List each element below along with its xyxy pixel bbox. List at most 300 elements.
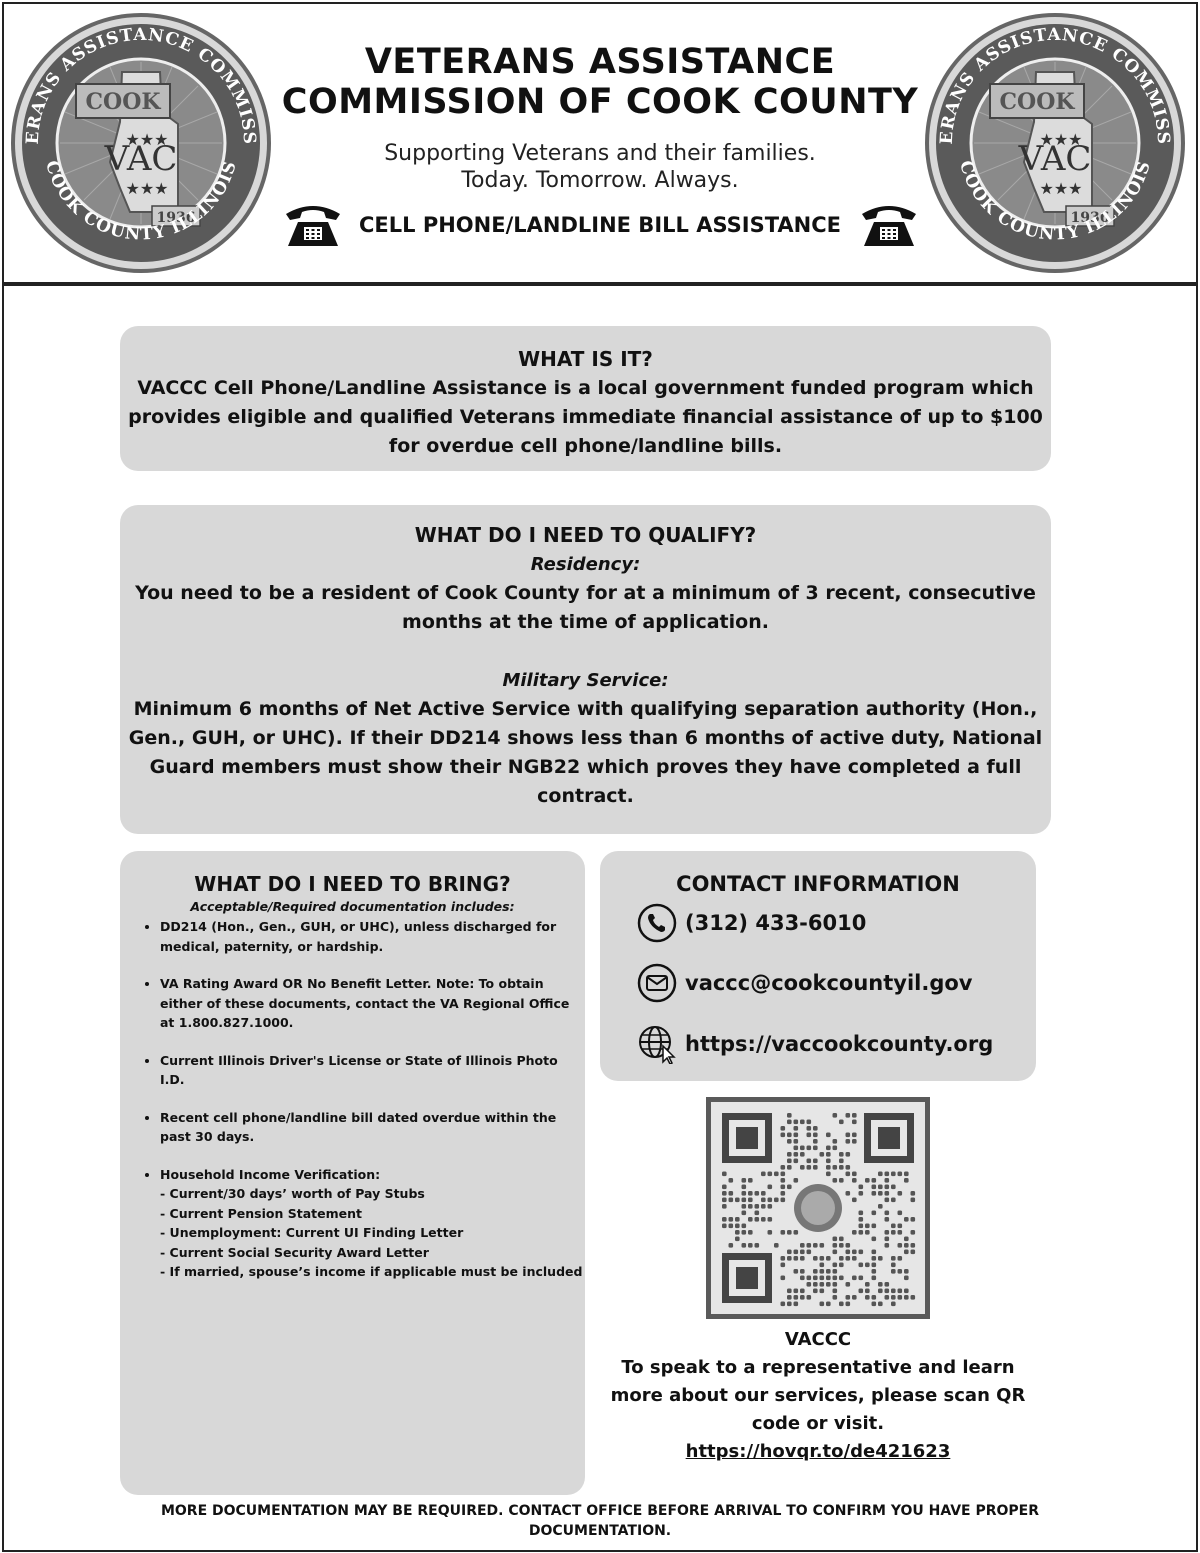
- contact-section: [600, 851, 1036, 1081]
- qr-module: [774, 1243, 779, 1248]
- list-item-income: [160, 1165, 585, 1282]
- qr-module: [885, 1191, 890, 1196]
- qr-caption: [600, 1326, 1036, 1466]
- qr-module: [807, 1243, 812, 1248]
- qr-module: [794, 1178, 799, 1183]
- qr-module: [800, 1152, 805, 1157]
- residency-label: Residency:: [530, 554, 641, 575]
- qr-module: [781, 1230, 786, 1235]
- qr-module: [859, 1211, 864, 1216]
- qr-module: [833, 1282, 838, 1287]
- qr-module: [891, 1224, 896, 1229]
- qr-module: [761, 1217, 766, 1222]
- qr-module: [761, 1191, 766, 1196]
- qr-module: [807, 1250, 812, 1255]
- qr-module: [781, 1276, 786, 1281]
- qr-module: [807, 1165, 812, 1170]
- qr-module: [833, 1146, 838, 1151]
- qr-module: [904, 1269, 909, 1274]
- qr-module: [800, 1256, 805, 1261]
- qr-module: [885, 1178, 890, 1183]
- title-line-2: COMMISSION OF COOK COUNTY: [281, 82, 919, 122]
- qr-module: [794, 1269, 799, 1274]
- qr-module: [820, 1243, 825, 1248]
- qr-module: [872, 1250, 877, 1255]
- qr-module: [878, 1302, 883, 1307]
- qr-module: [859, 1185, 864, 1190]
- income-subitem: - Unemployment: Current UI Finding Letter: [160, 1225, 464, 1240]
- qr-module: [807, 1295, 812, 1300]
- qr-module: [872, 1302, 877, 1307]
- qr-module: [800, 1276, 805, 1281]
- contact-website[interactable]: https://vaccookcounty.org: [685, 1032, 994, 1056]
- qr-module: [839, 1120, 844, 1125]
- tagline-line-1: Supporting Veterans and their families.: [384, 141, 816, 166]
- qr-module: [787, 1139, 792, 1144]
- qr-module: [813, 1276, 818, 1281]
- qr-module: [852, 1198, 857, 1203]
- qr-module: [748, 1217, 753, 1222]
- qr-module: [891, 1198, 896, 1203]
- qr-module: [839, 1159, 844, 1164]
- qr-module: [768, 1204, 773, 1209]
- qr-module: [742, 1224, 747, 1229]
- qr-module: [794, 1230, 799, 1235]
- qr-module: [742, 1243, 747, 1248]
- qr-module: [859, 1217, 864, 1222]
- contact-website-row[interactable]: [637, 1024, 993, 1064]
- qr-module: [729, 1224, 734, 1229]
- qr-module: [742, 1204, 747, 1209]
- qr-module: [904, 1178, 909, 1183]
- qr-module: [735, 1198, 740, 1203]
- qr-module: [885, 1289, 890, 1294]
- qr-module: [859, 1263, 864, 1268]
- qr-module: [722, 1198, 727, 1203]
- qr-module: [839, 1165, 844, 1170]
- contact-email-row[interactable]: [637, 963, 973, 1003]
- qr-module: [787, 1302, 792, 1307]
- qr-module: [872, 1191, 877, 1196]
- qr-module: [729, 1178, 734, 1183]
- qr-module: [885, 1211, 890, 1216]
- qr-module: [729, 1191, 734, 1196]
- qr-module: [748, 1178, 753, 1183]
- qr-module: [898, 1256, 903, 1261]
- qr-module: [852, 1172, 857, 1177]
- qr-module: [787, 1230, 792, 1235]
- qr-module: [768, 1172, 773, 1177]
- qr-module: [826, 1276, 831, 1281]
- qr-module: [794, 1146, 799, 1151]
- qr-finder-bottom-left: [722, 1253, 772, 1303]
- qr-module: [898, 1172, 903, 1177]
- qr-module: [898, 1191, 903, 1196]
- title-line-1: VETERANS ASSISTANCE: [364, 42, 836, 82]
- qr-module: [833, 1237, 838, 1242]
- qr-module: [872, 1276, 877, 1281]
- bring-section: [120, 851, 585, 1495]
- qr-module: [865, 1282, 870, 1287]
- qr-module: [794, 1256, 799, 1261]
- qr-module: [748, 1204, 753, 1209]
- qr-module: [878, 1289, 883, 1294]
- qr-module: [846, 1165, 851, 1170]
- qr-module: [904, 1237, 909, 1242]
- qr-module: [768, 1230, 773, 1235]
- qr-module: [872, 1185, 877, 1190]
- qr-module: [911, 1198, 916, 1203]
- qr-module: [794, 1159, 799, 1164]
- qr-module: [813, 1256, 818, 1261]
- residency-text: You need to be a resident of Cook County for at a minimum of 3 recent, consecutive months at the time of application.: [135, 582, 1036, 633]
- qr-module: [787, 1256, 792, 1261]
- qr-module: [729, 1243, 734, 1248]
- qr-module: [787, 1152, 792, 1157]
- phone-icon: [637, 903, 677, 943]
- list-item: • Recent cell phone/landline bill dated overdue within the past 30 days.: [160, 1108, 585, 1147]
- contact-heading: CONTACT INFORMATION: [676, 872, 960, 896]
- qr-module: [748, 1198, 753, 1203]
- qr-module: [742, 1198, 747, 1203]
- qr-module: [755, 1217, 760, 1222]
- qr-module: [872, 1269, 877, 1274]
- qr-module: [781, 1198, 786, 1203]
- qr-module: [898, 1269, 903, 1274]
- qr-module: [904, 1276, 909, 1281]
- qr-module: [781, 1178, 786, 1183]
- qr-module: [891, 1230, 896, 1235]
- income-subitem: - Current Social Security Award Letter: [160, 1244, 429, 1260]
- qr-module: [865, 1263, 870, 1268]
- qr-module: [813, 1282, 818, 1287]
- qr-module: [826, 1302, 831, 1307]
- qr-module: [781, 1191, 786, 1196]
- qr-module: [833, 1289, 838, 1294]
- qr-module: [781, 1126, 786, 1131]
- qr-module: [904, 1217, 909, 1222]
- qr-module: [722, 1224, 727, 1229]
- qr-module: [891, 1172, 896, 1177]
- qr-module: [800, 1269, 805, 1274]
- qr-module: [891, 1263, 896, 1268]
- qr-module: [826, 1159, 831, 1164]
- what-is-it-section: [120, 326, 1051, 471]
- qr-module: [794, 1295, 799, 1300]
- qr-module: [846, 1152, 851, 1157]
- qr-module: [807, 1126, 812, 1131]
- qr-module: [852, 1230, 857, 1235]
- qr-module: [839, 1276, 844, 1281]
- qr-module: [852, 1256, 857, 1261]
- qr-module: [813, 1159, 818, 1164]
- qr-module: [735, 1230, 740, 1235]
- qr-module: [859, 1224, 864, 1229]
- qr-module: [781, 1185, 786, 1190]
- qr-module: [787, 1250, 792, 1255]
- tagline: [280, 140, 920, 194]
- qr-finder-top-right: [864, 1113, 914, 1163]
- qr-module: [898, 1295, 903, 1300]
- qr-module: [735, 1224, 740, 1229]
- qr-module: [891, 1302, 896, 1307]
- qr-module: [800, 1120, 805, 1125]
- qr-module: [722, 1204, 727, 1209]
- qr-module: [872, 1295, 877, 1300]
- qr-module: [885, 1230, 890, 1235]
- list-item: • VA Rating Award OR No Benefit Letter. Note: To obtain either of these documents, contact the VA Regional Office at 1.800.827.1000.: [160, 974, 585, 1033]
- income-sublist: [160, 1184, 585, 1282]
- qr-module: [813, 1289, 818, 1294]
- footer-note: MORE DOCUMENTATION MAY BE REQUIRED. CONTACT OFFICE BEFORE ARRIVAL TO CONFIRM YOU HAVE PROPER DOCUMENTATION.: [160, 1503, 1040, 1539]
- qr-module: [872, 1178, 877, 1183]
- qr-module: [729, 1217, 734, 1222]
- qr-module: [898, 1211, 903, 1216]
- qr-module: [891, 1256, 896, 1261]
- qr-module: [885, 1185, 890, 1190]
- qr-module: [846, 1295, 851, 1300]
- qr-module: [859, 1230, 864, 1235]
- qr-module: [761, 1172, 766, 1177]
- qr-module: [742, 1230, 747, 1235]
- qr-module: [742, 1185, 747, 1190]
- qr-module: [800, 1250, 805, 1255]
- qr-module: [813, 1269, 818, 1274]
- qr-module: [846, 1113, 851, 1118]
- qr-module: [813, 1133, 818, 1138]
- qr-module: [859, 1289, 864, 1294]
- qr-module: [846, 1302, 851, 1307]
- qr-module: [755, 1204, 760, 1209]
- qr-module: [859, 1276, 864, 1281]
- qr-module: [911, 1230, 916, 1235]
- qr-module: [839, 1243, 844, 1248]
- qr-module: [748, 1243, 753, 1248]
- qr-module: [820, 1256, 825, 1261]
- what-is-it-body: VACCC Cell Phone/Landline Assistance is a local government funded program which provides eligible and qualified Veterans immediate financial assistance of up to $100 for overdue cell phone/landline bills.: [128, 377, 1043, 457]
- qr-module: [885, 1172, 890, 1177]
- qr-module: [865, 1295, 870, 1300]
- military-text: Minimum 6 months of Net Active Service with qualifying separation authority (Hon., Gen., GUH, or UHC). If their DD214 shows less than 6 months of active duty, National Guard members must show their NGB22 which proves they have completed a full contract.: [128, 698, 1043, 807]
- qr-module: [774, 1198, 779, 1203]
- qr-module: [826, 1256, 831, 1261]
- qr-module: [891, 1185, 896, 1190]
- qr-module: [781, 1263, 786, 1268]
- qr-module: [872, 1211, 877, 1216]
- qr-module: [865, 1230, 870, 1235]
- list-item: • Current Illinois Driver's License or State of Illinois Photo I.D.: [160, 1051, 585, 1090]
- qr-module: [846, 1256, 851, 1261]
- qr-module: [813, 1139, 818, 1144]
- qr-code[interactable]: [706, 1097, 930, 1319]
- qr-module: [813, 1146, 818, 1151]
- qr-module: [904, 1243, 909, 1248]
- qr-module: [878, 1282, 883, 1287]
- qr-module: [846, 1243, 851, 1248]
- qr-module: [872, 1237, 877, 1242]
- qr-module: [852, 1276, 857, 1281]
- qr-module: [807, 1276, 812, 1281]
- qr-module: [904, 1295, 909, 1300]
- documentation-list: [120, 917, 585, 1282]
- qr-module: [794, 1302, 799, 1307]
- qr-module: [781, 1256, 786, 1261]
- what-is-it-heading: WHAT IS IT?: [518, 347, 653, 371]
- qr-module: [904, 1250, 909, 1255]
- qr-module: [833, 1263, 838, 1268]
- qr-module: [787, 1120, 792, 1125]
- income-subitem: - Current Pension Statement: [160, 1205, 362, 1221]
- qr-module: [794, 1133, 799, 1138]
- qr-module: [794, 1120, 799, 1125]
- qr-module: [833, 1113, 838, 1118]
- qr-module: [826, 1165, 831, 1170]
- qr-module: [839, 1178, 844, 1183]
- qr-module: [787, 1295, 792, 1300]
- qr-module: [839, 1152, 844, 1157]
- qualify-section: [120, 505, 1051, 834]
- qr-module: [891, 1295, 896, 1300]
- qr-module: [813, 1126, 818, 1131]
- qr-module: [722, 1185, 727, 1190]
- qr-module: [748, 1191, 753, 1196]
- qr-module: [787, 1289, 792, 1294]
- qr-module: [852, 1133, 857, 1138]
- qr-module: [839, 1302, 844, 1307]
- qr-module: [755, 1191, 760, 1196]
- qr-module: [859, 1250, 864, 1255]
- qr-module: [852, 1139, 857, 1144]
- qr-module: [761, 1198, 766, 1203]
- qr-module: [852, 1120, 857, 1125]
- income-subitem: - If married, spouse’s income if applicable must be included: [160, 1264, 583, 1279]
- qr-module: [820, 1282, 825, 1287]
- qr-module: [820, 1269, 825, 1274]
- qr-module: [826, 1133, 831, 1138]
- qr-module: [800, 1146, 805, 1151]
- qr-module: [807, 1133, 812, 1138]
- qr-module: [911, 1295, 916, 1300]
- qr-module: [787, 1185, 792, 1190]
- qr-module: [813, 1243, 818, 1248]
- qr-module: [904, 1172, 909, 1177]
- qr-module: [820, 1276, 825, 1281]
- commission-seal-left: [10, 12, 272, 274]
- qr-module: [833, 1178, 838, 1183]
- qr-module: [729, 1198, 734, 1203]
- contact-phone[interactable]: (312) 433-6010: [685, 911, 867, 935]
- globe-cursor-icon: [637, 1024, 677, 1064]
- qr-module: [722, 1172, 727, 1177]
- qr-module: [800, 1295, 805, 1300]
- qr-module: [891, 1289, 896, 1294]
- income-label: Household Income Verification:: [160, 1166, 381, 1182]
- qr-module: [852, 1113, 857, 1118]
- qr-module: [865, 1289, 870, 1294]
- qr-module: [911, 1243, 916, 1248]
- contact-phone-row[interactable]: [637, 903, 866, 943]
- qr-module: [794, 1152, 799, 1157]
- qualify-heading: WHAT DO I NEED TO QUALIFY?: [414, 523, 757, 547]
- qr-module: [833, 1295, 838, 1300]
- qr-module: [852, 1250, 857, 1255]
- qr-module: [878, 1204, 883, 1209]
- qr-finder-top-left: [722, 1113, 772, 1163]
- qr-module: [794, 1139, 799, 1144]
- qr-module: [872, 1224, 877, 1229]
- qr-caption-text: To speak to a representative and learn more about our services, please scan QR code or visit.: [610, 1357, 1026, 1434]
- qr-module: [768, 1198, 773, 1203]
- qr-module: [846, 1133, 851, 1138]
- qr-module: [898, 1224, 903, 1229]
- qr-module: [865, 1178, 870, 1183]
- qr-module: [813, 1165, 818, 1170]
- qr-module: [787, 1159, 792, 1164]
- qr-module: [794, 1289, 799, 1294]
- qr-module: [885, 1282, 890, 1287]
- qr-module: [787, 1165, 792, 1170]
- qr-module: [755, 1211, 760, 1216]
- qr-module: [774, 1172, 779, 1177]
- qr-module: [898, 1289, 903, 1294]
- qr-module: [820, 1289, 825, 1294]
- qr-module: [872, 1263, 877, 1268]
- qr-module: [800, 1243, 805, 1248]
- qr-module: [761, 1204, 766, 1209]
- qr-module: [898, 1230, 903, 1235]
- qr-module: [904, 1289, 909, 1294]
- email-icon: [637, 963, 677, 1003]
- qr-module: [826, 1282, 831, 1287]
- qr-link[interactable]: https://hovqr.to/de421623: [685, 1441, 951, 1462]
- qr-module: [833, 1269, 838, 1274]
- qr-module: [911, 1250, 916, 1255]
- qr-module: [885, 1198, 890, 1203]
- qr-module: [722, 1217, 727, 1222]
- qr-module: [781, 1165, 786, 1170]
- qr-module: [885, 1243, 890, 1248]
- qr-module: [781, 1172, 786, 1177]
- qr-module: [833, 1276, 838, 1281]
- qr-module: [820, 1263, 825, 1268]
- qr-module: [872, 1256, 877, 1261]
- qr-module: [878, 1256, 883, 1261]
- qr-module: [865, 1224, 870, 1229]
- qr-module: [891, 1269, 896, 1274]
- qr-module: [742, 1178, 747, 1183]
- qr-module: [820, 1302, 825, 1307]
- qr-module: [735, 1237, 740, 1242]
- commission-seal-right: [924, 12, 1186, 274]
- qr-module: [885, 1295, 890, 1300]
- qr-module: [755, 1243, 760, 1248]
- qr-module: [820, 1152, 825, 1157]
- qr-module: [839, 1263, 844, 1268]
- qr-module: [794, 1250, 799, 1255]
- qr-module: [826, 1152, 831, 1157]
- bring-heading: WHAT DO I NEED TO BRING?: [194, 872, 511, 896]
- qr-module: [852, 1178, 857, 1183]
- qr-module: [807, 1159, 812, 1164]
- tagline-line-2: Today. Tomorrow. Always.: [461, 168, 739, 193]
- contact-email[interactable]: vaccc@cookcountyil.gov: [685, 971, 973, 995]
- qr-module: [794, 1126, 799, 1131]
- program-subtitle: CELL PHONE/LANDLINE BILL ASSISTANCE: [359, 213, 841, 237]
- qr-module: [846, 1191, 851, 1196]
- qr-module: [878, 1191, 883, 1196]
- qr-module: [735, 1217, 740, 1222]
- qr-module: [807, 1120, 812, 1125]
